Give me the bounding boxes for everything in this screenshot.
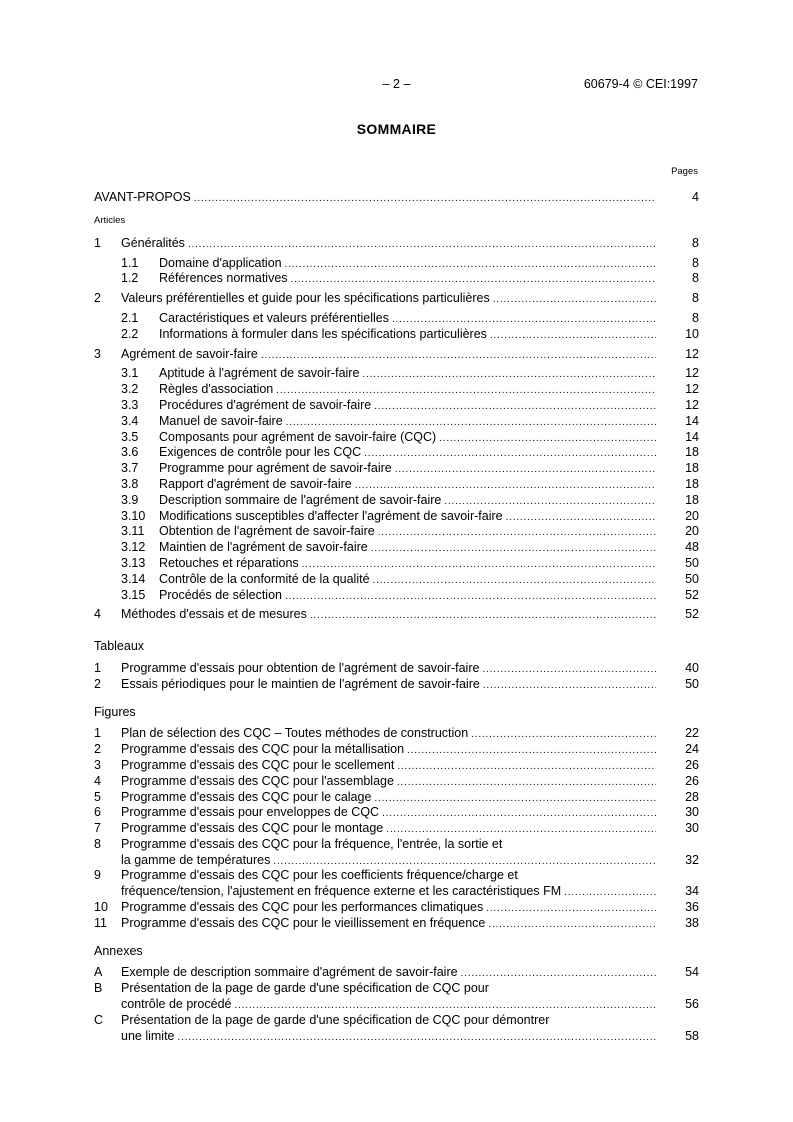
- toc-entry-subsection-3-4[interactable]: [94, 414, 699, 430]
- toc-entry-page: 8: [692, 291, 699, 306]
- toc-entry-figure-4[interactable]: [94, 774, 699, 790]
- toc-entry-annexe-C-line-2[interactable]: [94, 1029, 699, 1045]
- dot-leader: [482, 662, 656, 678]
- toc-entry-subsection-3-12[interactable]: [94, 540, 699, 556]
- toc-entry-label: Programme d'essais des CQC pour les performances climatiques: [121, 900, 484, 915]
- dot-leader: [378, 525, 656, 541]
- toc-entry-label: Composants pour agrément de savoir-faire (CQC): [159, 429, 437, 444]
- toc-entry-label: fréquence/tension, l'ajustement en fréquence externe et les caractéristiques FM: [121, 884, 562, 899]
- dot-leader: [285, 257, 656, 273]
- toc-entry-label: Manuel de savoir-faire: [159, 413, 283, 428]
- toc-entry-annexe-C[interactable]: [94, 1013, 699, 1029]
- dot-leader: [506, 510, 656, 526]
- toc-entry-article-1[interactable]: [94, 236, 699, 252]
- toc-entry-number: 3.5: [121, 429, 139, 444]
- figures-list: [94, 726, 699, 931]
- toc-entry-label: Programme d'essais des CQC pour le scellement: [121, 757, 395, 772]
- toc-entry-subsection-3-8[interactable]: [94, 477, 699, 493]
- toc-entry-label: Généralités: [121, 235, 185, 250]
- toc-entry-figure-9-line-2[interactable]: [94, 884, 699, 900]
- document-reference: 60679-4 © CEI:1997: [583, 77, 698, 91]
- toc-entry-subsection-3-5[interactable]: [94, 430, 699, 446]
- figures-label: Figures: [94, 704, 136, 719]
- toc-entry-label: Programme d'essais des CQC pour la fréquence, l'entrée, la sortie et: [121, 836, 503, 851]
- toc-entry-page: 40: [685, 660, 699, 675]
- toc-entry-subsection-2-1[interactable]: [94, 311, 699, 327]
- toc-entry-number: 3.9: [121, 492, 139, 507]
- toc-entry-figure-11[interactable]: [94, 916, 699, 932]
- toc-entry-figure-1[interactable]: [94, 726, 699, 742]
- toc-entry-figure-9[interactable]: [94, 868, 699, 884]
- toc-entry-label: Procédés de sélection: [159, 587, 282, 602]
- dot-leader: [461, 966, 656, 982]
- toc-entry-subsection-3-7[interactable]: [94, 461, 699, 477]
- toc-entry-page: 58: [685, 1028, 699, 1043]
- toc-entry-number: 2.2: [121, 326, 139, 341]
- toc-entry-article-4[interactable]: [94, 607, 699, 623]
- toc-entry-page: 22: [685, 726, 699, 741]
- toc-entry-label: Plan de sélection des CQC – Toutes méthodes de construction: [121, 726, 469, 741]
- toc-entry-label: Programme d'essais pour obtention de l'agrément de savoir-faire: [121, 660, 480, 675]
- toc-entry-number: 5: [94, 789, 101, 804]
- dot-leader: [490, 328, 656, 344]
- toc-entry-label: Description sommaire de l'agrément de savoir-faire: [159, 492, 442, 507]
- toc-entry-page: 8: [692, 255, 699, 270]
- toc-entry-subsection-3-1[interactable]: [94, 366, 699, 382]
- toc-entry-label: Programme d'essais des CQC pour la métallisation: [121, 742, 405, 757]
- toc-entry-label: Caractéristiques et valeurs préférentielles: [159, 310, 389, 325]
- toc-entry-number: 10: [94, 900, 108, 915]
- tableaux-label: Tableaux: [94, 639, 145, 654]
- toc-entry-label: Programme d'essais des CQC pour les coefficients fréquence/charge et: [121, 868, 518, 883]
- toc-entry-number: 3.13: [121, 555, 146, 570]
- dot-leader: [276, 383, 656, 399]
- dot-leader: [564, 885, 656, 901]
- toc-entry-subsection-3-11[interactable]: [94, 524, 699, 540]
- dot-leader: [302, 557, 656, 573]
- toc-entry-number: 6: [94, 805, 101, 820]
- toc-entry-figure-2[interactable]: [94, 742, 699, 758]
- toc-entry-label: Programme d'essais des CQC pour l'assemblage: [121, 773, 394, 788]
- dot-leader: [291, 272, 656, 288]
- toc-entry-number: 2: [94, 676, 101, 691]
- dot-leader: [488, 917, 656, 933]
- toc-entry-number: 1: [94, 726, 101, 741]
- dot-leader: [235, 998, 657, 1014]
- pages-column-label: Pages: [671, 166, 698, 177]
- toc-entry-subsection-3-6[interactable]: [94, 445, 699, 461]
- toc-entry-label: Programme d'essais des CQC pour le calage: [121, 789, 372, 804]
- toc-entry-subsection-1-2[interactable]: [94, 271, 699, 287]
- dot-leader: [261, 348, 656, 364]
- tableaux-list: [94, 661, 699, 693]
- toc-entry-page: 50: [685, 571, 699, 586]
- dot-leader: [371, 541, 656, 557]
- dot-leader: [373, 573, 656, 589]
- dot-leader: [444, 494, 656, 510]
- page-title: SOMMAIRE: [356, 121, 437, 137]
- toc-entry-number: 3.12: [121, 540, 146, 555]
- toc-entry-label: Procédures d'agrément de savoir-faire: [159, 397, 372, 412]
- toc-entry-number: 3.6: [121, 445, 139, 460]
- toc-entry-page: 8: [692, 310, 699, 325]
- toc-entry-subsection-3-14[interactable]: [94, 572, 699, 588]
- articles-label: Articles: [94, 214, 126, 226]
- toc-entry-avant-propos[interactable]: [94, 190, 699, 206]
- dot-leader: [374, 399, 656, 415]
- toc-entry-tableau-1[interactable]: [94, 661, 699, 677]
- toc-entry-number: 11: [94, 915, 107, 930]
- toc-entry-page: 18: [685, 492, 699, 507]
- toc-entry-number: 9: [94, 868, 101, 883]
- toc-entry-subsection-3-2[interactable]: [94, 382, 699, 398]
- toc-entry-number: 3: [94, 346, 101, 361]
- toc-entry-figure-6[interactable]: [94, 805, 699, 821]
- dot-leader: [273, 854, 656, 870]
- toc-entry-label: Programme d'essais pour enveloppes de CQC: [121, 805, 380, 820]
- toc-entry-number: 3.15: [121, 587, 146, 602]
- toc-entry-annexe-A[interactable]: [94, 965, 699, 981]
- toc-entry-page: 52: [685, 607, 699, 622]
- toc-entry-number: 3.7: [121, 461, 139, 476]
- toc-entry-label: la gamme de températures: [121, 852, 271, 867]
- toc-entry-page: 30: [685, 821, 699, 836]
- toc-entry-subsection-3-10[interactable]: [94, 509, 699, 525]
- toc-entry-number: 1: [94, 235, 101, 250]
- toc-entry-number: 3.3: [121, 397, 139, 412]
- toc-entry-number: 2: [94, 742, 101, 757]
- toc-entry-number: 1.2: [121, 271, 139, 286]
- toc-entry-label: Règles d'association: [159, 382, 274, 397]
- dot-leader: [397, 775, 656, 791]
- dot-leader: [386, 822, 656, 838]
- toc-entry-number: 3.10: [121, 508, 146, 523]
- toc-entry-label: Exigences de contrôle pour les CQC: [159, 445, 362, 460]
- toc-entry-label: Références normatives: [159, 271, 288, 286]
- toc-entry-number: 3.8: [121, 476, 139, 491]
- toc-entry-label: Informations à formuler dans les spécifications particulières: [159, 326, 487, 341]
- toc-entry-number: 3: [94, 757, 101, 772]
- toc-entry-label: Programme d'essais des CQC pour le vieillissement en fréquence: [121, 915, 486, 930]
- toc-entry-number: 4: [94, 773, 101, 788]
- toc-entry-number: 4: [94, 607, 101, 622]
- toc-entry-number: 3.11: [121, 524, 145, 539]
- dot-leader: [493, 292, 656, 308]
- toc-entry-figure-10[interactable]: [94, 900, 699, 916]
- toc-entry-number: B: [94, 981, 103, 996]
- toc-entry-subsection-3-3[interactable]: [94, 398, 699, 414]
- toc-entry-number: 3.4: [121, 413, 139, 428]
- toc-entry-page: 18: [685, 445, 699, 460]
- toc-entry-number: 7: [94, 821, 101, 836]
- toc-entry-page: 20: [685, 524, 699, 539]
- toc-entry-page: 36: [685, 900, 699, 915]
- dot-leader: [395, 462, 656, 478]
- dot-leader: [310, 608, 656, 624]
- toc-entry-page: 4: [692, 190, 699, 204]
- toc-entry-figure-3[interactable]: [94, 758, 699, 774]
- toc-entry-label: AVANT-PROPOS: [94, 190, 191, 204]
- toc-entry-subsection-3-15[interactable]: [94, 588, 699, 604]
- toc-entry-label: Obtention de l'agrément de savoir-faire: [159, 524, 375, 539]
- dot-leader: [471, 727, 656, 743]
- toc-entry-label: Maintien de l'agrément de savoir-faire: [159, 540, 368, 555]
- articles-list: [94, 236, 699, 627]
- toc-entry-number: 1: [94, 660, 101, 675]
- toc-entry-page: 12: [685, 397, 699, 412]
- toc-entry-subsection-1-1[interactable]: [94, 256, 699, 272]
- toc-entry-number: 2: [94, 291, 101, 306]
- dot-leader: [286, 415, 656, 431]
- toc-entry-annexe-B[interactable]: [94, 981, 699, 997]
- toc-entry-page: 26: [685, 773, 699, 788]
- annexes-list: [94, 965, 699, 1044]
- toc-entry-tableau-2[interactable]: [94, 677, 699, 693]
- toc-entry-page: 50: [685, 676, 699, 691]
- toc-entry-number: 8: [94, 836, 101, 851]
- toc-entry-page: 54: [685, 965, 699, 980]
- toc-entry-label: Domaine d'application: [159, 255, 282, 270]
- dot-leader: [194, 191, 656, 207]
- dot-leader: [439, 431, 656, 447]
- toc-entry-number: C: [94, 1012, 104, 1027]
- toc-entry-article-3[interactable]: [94, 347, 699, 363]
- toc-entry-page: 12: [685, 382, 699, 397]
- toc-entry-label: Contrôle de la conformité de la qualité: [159, 571, 370, 586]
- dot-leader: [382, 806, 656, 822]
- toc-entry-label: Retouches et réparations: [159, 555, 299, 570]
- toc-entry-figure-8-line-2[interactable]: [94, 853, 699, 869]
- dot-leader: [374, 791, 656, 807]
- toc-entry-page: 10: [685, 326, 699, 341]
- dot-leader: [392, 312, 656, 328]
- toc-entry-number: 2.1: [121, 310, 139, 325]
- toc-entry-figure-8[interactable]: [94, 837, 699, 853]
- dot-leader: [362, 367, 656, 383]
- toc-entry-page: 12: [685, 366, 699, 381]
- toc-entry-label: Rapport d'agrément de savoir-faire: [159, 476, 352, 491]
- toc-entry-page: 14: [685, 429, 699, 444]
- toc-entry-label: Agrément de savoir-faire: [121, 346, 258, 361]
- dot-leader: [355, 478, 656, 494]
- toc-entry-page: 12: [685, 346, 699, 361]
- dot-leader: [486, 901, 656, 917]
- toc-entry-label: Programme pour agrément de savoir-faire: [159, 461, 392, 476]
- toc-entry-label: Présentation de la page de garde d'une spécification de CQC pour démontrer: [121, 1012, 550, 1027]
- toc-entry-subsection-3-13[interactable]: [94, 556, 699, 572]
- dot-leader: [364, 446, 656, 462]
- toc-entry-label: Essais périodiques pour le maintien de l'agrément de savoir-faire: [121, 676, 480, 691]
- toc-entry-number: 3.2: [121, 382, 139, 397]
- toc-entry-number: 1.1: [121, 255, 139, 270]
- toc-entry-label: Valeurs préférentielles et guide pour les spécifications particulières: [121, 291, 490, 306]
- dot-leader: [483, 678, 656, 694]
- toc-entry-label: Programme d'essais des CQC pour le montage: [121, 821, 384, 836]
- toc-entry-page: 18: [685, 461, 699, 476]
- toc-entry-page: 56: [685, 997, 699, 1012]
- toc-entry-label: Méthodes d'essais et de mesures: [121, 607, 307, 622]
- toc-entry-label: Exemple de description sommaire d'agrément de savoir-faire: [121, 965, 458, 980]
- table-of-contents: [94, 190, 699, 1044]
- toc-entry-page: 34: [685, 884, 699, 899]
- toc-entry-page: 32: [685, 852, 699, 867]
- toc-entry-number: A: [94, 965, 103, 980]
- toc-entry-page: 38: [685, 915, 699, 930]
- toc-entry-page: 8: [692, 235, 699, 250]
- toc-entry-subsection-3-9[interactable]: [94, 493, 699, 509]
- toc-entry-page: 14: [685, 413, 699, 428]
- toc-entry-page: 30: [685, 805, 699, 820]
- dot-leader: [285, 589, 656, 605]
- toc-entry-page: 24: [685, 742, 699, 757]
- toc-entry-number: 3.14: [121, 571, 146, 586]
- toc-entry-annexe-B-line-2[interactable]: [94, 997, 699, 1013]
- toc-entry-label: Présentation de la page de garde d'une spécification de CQC pour: [121, 981, 489, 996]
- toc-entry-page: 48: [685, 540, 699, 555]
- toc-entry-number: 3.1: [121, 366, 139, 381]
- toc-entry-page: 50: [685, 555, 699, 570]
- toc-entry-article-2[interactable]: [94, 291, 699, 307]
- toc-entry-label: Aptitude à l'agrément de savoir-faire: [159, 366, 360, 381]
- toc-entry-page: 28: [685, 789, 699, 804]
- toc-entry-page: 20: [685, 508, 699, 523]
- annexes-label: Annexes: [94, 943, 143, 958]
- toc-entry-page: 18: [685, 476, 699, 491]
- toc-entry-page: 8: [692, 271, 699, 286]
- toc-entry-page: 52: [685, 587, 699, 602]
- dot-leader: [178, 1030, 657, 1046]
- dot-leader: [407, 743, 656, 759]
- toc-entry-page: 26: [685, 757, 699, 772]
- toc-entry-subsection-2-2[interactable]: [94, 327, 699, 343]
- dot-leader: [188, 237, 656, 253]
- toc-entry-figure-5[interactable]: [94, 790, 699, 806]
- dot-leader: [397, 759, 656, 775]
- toc-entry-label: une limite: [121, 1028, 175, 1043]
- toc-entry-figure-7[interactable]: [94, 821, 699, 837]
- toc-entry-label: contrôle de procédé: [121, 997, 232, 1012]
- page-number: – 2 –: [382, 77, 411, 91]
- toc-entry-label: Modifications susceptibles d'affecter l'agrément de savoir-faire: [159, 508, 503, 523]
